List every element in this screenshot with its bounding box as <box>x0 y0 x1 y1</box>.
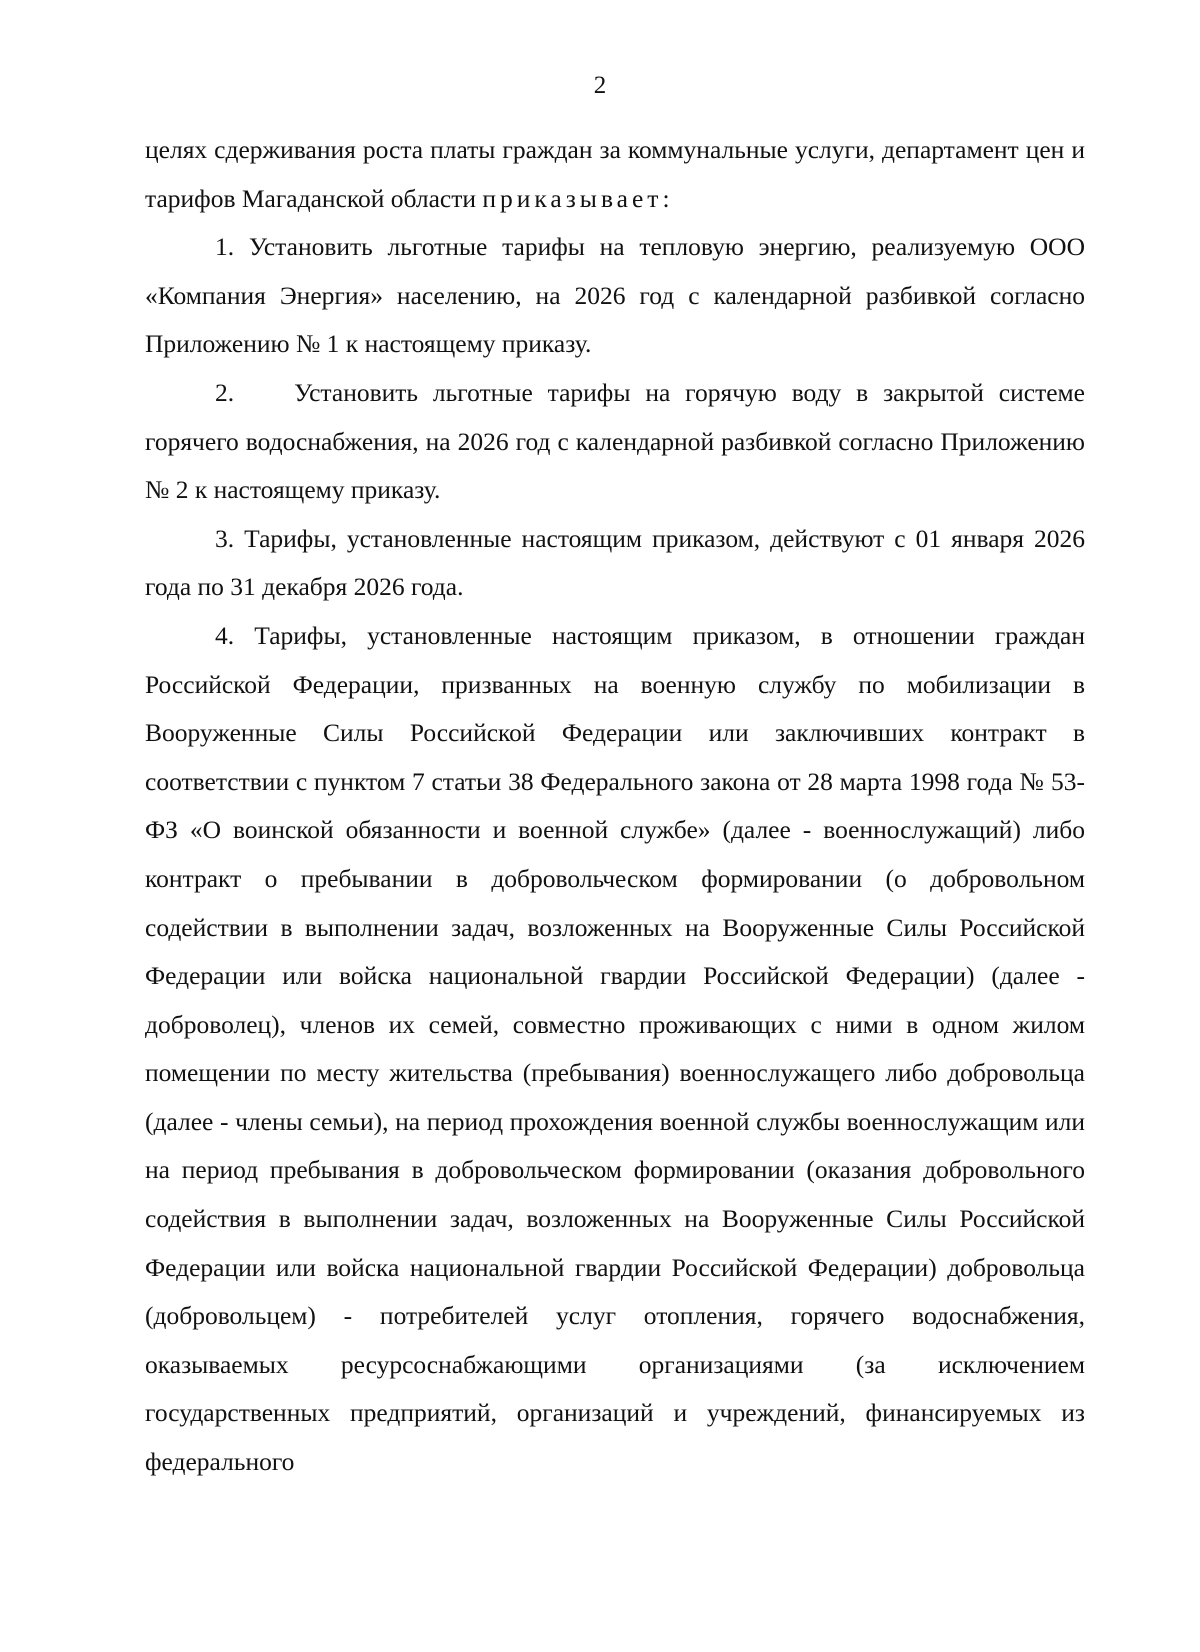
item-4-text: Тарифы, установленные настоящим приказом, в отношении граждан Российской Федерации, призванных на военную службу по мобилизации в Вооруженные Силы Российской Федерации или заключивших контракт в соответствии с пунктом 7 статьи 38 Федерального закона от 28 марта 1998 года № 53-ФЗ «О воинской обязанности и военной службе» (далее - военнослужащий) либо контракт о пребывании в добровольческом формировании (о добровольном содействии в выполнении задач, возложенных на Вооруженные Силы Российской Федерации или войска национальной гвардии Российской Федерации) (далее - доброволец), членов их семей, совместно проживающих с ними в одном жилом помещении по месту жительства (пребывания) военнослужащего либо добровольца (далее - члены семьи), на период прохождения военной службы военнослужащим или на период пребывания в добровольческом формировании (оказания добровольного содействия в выполнении задач, возложенных на Вооруженные Силы Российской Федерации или войска национальной гвардии Российской Федерации) добровольца (добровольцем) - потребителей услуг отопления, горячего водоснабжения, оказываемых ресурсоснабжающими организациями (за исключением государственных предприятий, организаций и учреждений, финансируемых из федерального <box>145 620 1085 1477</box>
item-1 <box>145 223 1085 369</box>
intro-line-1: целях сдерживания роста платы граждан за коммунальные услуги, <box>145 135 875 164</box>
item-4-number: 4. <box>215 620 235 650</box>
item-1-number: 1. <box>215 232 235 262</box>
item-2-text: Установить льготные тарифы на горячую воду в закрытой системе горячего водоснабжения, на 2026 год с календарной разбивкой согласно Приложению № 2 к настоящему приказу. <box>145 377 1085 505</box>
intro-order-word: приказывает <box>482 183 663 213</box>
intro-line-2-suffix: : <box>662 183 670 213</box>
intro-paragraph <box>145 126 1085 223</box>
intro-line-2-prefix: департамент цен и тарифов Магаданской области <box>145 135 1085 213</box>
item-2-number: 2. <box>215 377 235 407</box>
item-4 <box>145 612 1085 1487</box>
item-3 <box>145 515 1085 612</box>
item-3-text: Тарифы, установленные настоящим приказом, действуют с 01 января 2026 года по 31 декабря 2026 года. <box>145 523 1086 602</box>
page-number: 2 <box>593 72 607 99</box>
item-1-text: Установить льготные тарифы на тепловую энергию, реализуемую ООО «Компания Энергия» населению, на 2026 год с календарной разбивкой согласно Приложению № 1 к настоящему приказу. <box>145 232 1085 359</box>
item-2 <box>145 369 1085 515</box>
item-3-number: 3. <box>215 523 235 553</box>
document-body <box>145 126 1085 1487</box>
